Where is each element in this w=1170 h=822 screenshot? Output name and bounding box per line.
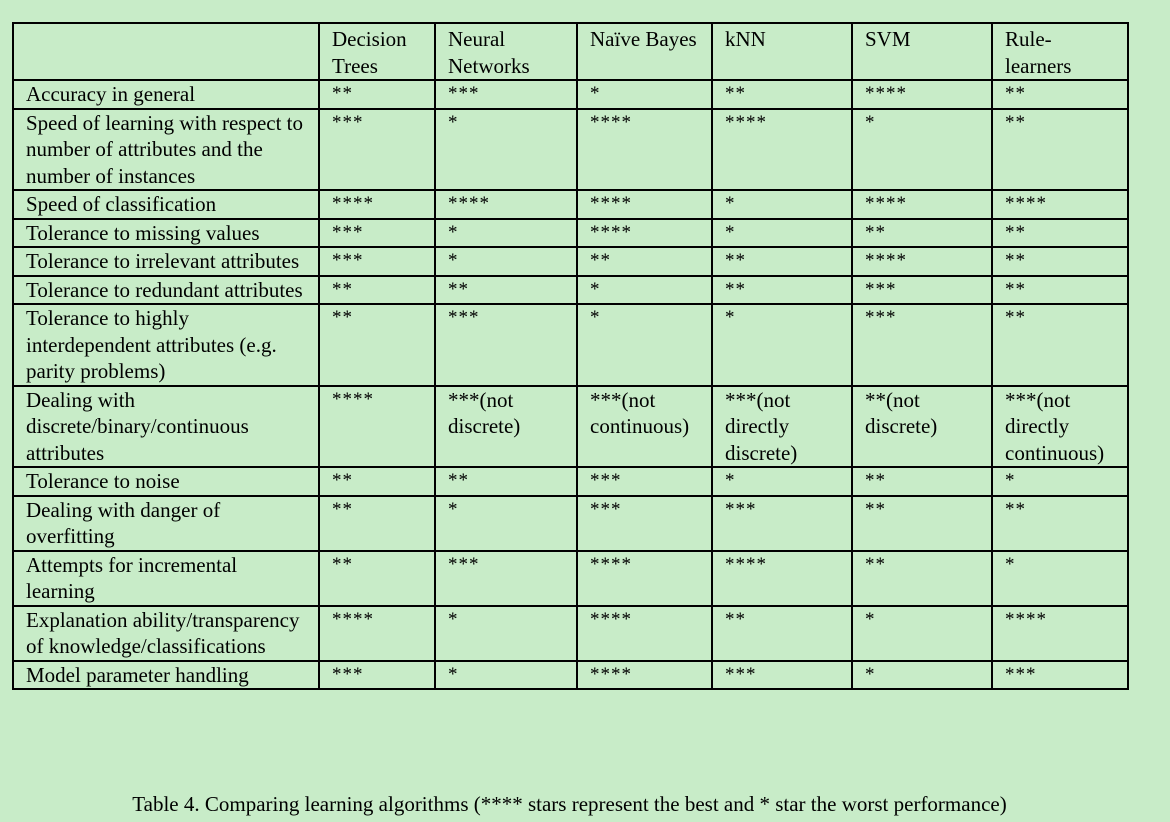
- header-cell-naive-bayes: Naïve Bayes: [577, 23, 712, 80]
- table-row: [13, 109, 1128, 191]
- rating-cell: ****: [577, 661, 712, 690]
- rating-cell: **: [992, 276, 1128, 305]
- rating-cell: ****: [577, 606, 712, 661]
- rating-cell: **: [852, 467, 992, 496]
- criterion-cell: Model parameter handling: [13, 661, 319, 690]
- rating-cell: ****: [319, 190, 435, 219]
- rating-cell: **: [992, 219, 1128, 248]
- rating-cell: ****: [852, 247, 992, 276]
- rating-cell: ***(not directly discrete): [712, 386, 852, 468]
- rating-cell: ***: [712, 661, 852, 690]
- rating-cell: **: [712, 276, 852, 305]
- rating-cell: **: [852, 219, 992, 248]
- rating-cell: *: [577, 80, 712, 109]
- table-row: [13, 219, 1128, 248]
- rating-cell: *: [435, 496, 577, 551]
- criterion-cell: Tolerance to missing values: [13, 219, 319, 248]
- rating-cell: ****: [852, 190, 992, 219]
- rating-cell: ***: [712, 496, 852, 551]
- rating-cell: **: [319, 80, 435, 109]
- rating-cell: **: [712, 247, 852, 276]
- rating-cell: **: [992, 496, 1128, 551]
- header-row: [13, 23, 1128, 80]
- rating-cell: ****: [319, 606, 435, 661]
- rating-cell: ****: [577, 551, 712, 606]
- criterion-cell: Tolerance to highly interdependent attributes (e.g. parity problems): [13, 304, 319, 386]
- criterion-cell: Explanation ability/transparency of knowledge/classifications: [13, 606, 319, 661]
- rating-cell: *: [992, 467, 1128, 496]
- rating-cell: ***: [435, 304, 577, 386]
- rating-cell: **: [319, 551, 435, 606]
- rating-cell: ***(not discrete): [435, 386, 577, 468]
- rating-cell: *: [852, 606, 992, 661]
- rating-cell: ***: [577, 467, 712, 496]
- rating-cell: **: [319, 304, 435, 386]
- rating-cell: *: [712, 467, 852, 496]
- rating-cell: **: [319, 496, 435, 551]
- table-row: [13, 80, 1128, 109]
- rating-cell: *: [435, 109, 577, 191]
- header-cell-criterion: [13, 23, 319, 80]
- rating-cell: *: [577, 304, 712, 386]
- rating-cell: **: [992, 304, 1128, 386]
- rating-cell: ****: [577, 219, 712, 248]
- rating-cell: **: [852, 551, 992, 606]
- rating-cell: ***: [319, 219, 435, 248]
- rating-cell: ***: [992, 661, 1128, 690]
- rating-cell: ***: [435, 551, 577, 606]
- rating-cell: *: [852, 109, 992, 191]
- criterion-cell: Attempts for incremental learning: [13, 551, 319, 606]
- table-row: [13, 551, 1128, 606]
- rating-cell: ****: [992, 606, 1128, 661]
- rating-cell: *: [712, 219, 852, 248]
- table-row: [13, 386, 1128, 468]
- rating-cell: ****: [712, 551, 852, 606]
- rating-cell: ***(not continuous): [577, 386, 712, 468]
- criterion-cell: Dealing with danger of overfitting: [13, 496, 319, 551]
- rating-cell: *: [712, 304, 852, 386]
- rating-cell: *: [712, 190, 852, 219]
- rating-cell: *: [435, 661, 577, 690]
- table-row: [13, 276, 1128, 305]
- criterion-cell: Speed of classification: [13, 190, 319, 219]
- rating-cell: **: [992, 109, 1128, 191]
- comparison-table: [12, 22, 1129, 690]
- rating-cell: **(not discrete): [852, 386, 992, 468]
- table-row: [13, 190, 1128, 219]
- rating-cell: **: [435, 276, 577, 305]
- rating-cell: **: [992, 80, 1128, 109]
- header-cell-knn: kNN: [712, 23, 852, 80]
- rating-cell: ****: [712, 109, 852, 191]
- rating-cell: ***: [319, 109, 435, 191]
- table-row: [13, 606, 1128, 661]
- rating-cell: *: [852, 661, 992, 690]
- comparison-table-container: [12, 22, 1129, 690]
- rating-cell: ****: [319, 386, 435, 468]
- criterion-cell: Tolerance to noise: [13, 467, 319, 496]
- rating-cell: *: [435, 247, 577, 276]
- header-cell-rule-learners: Rule-learners: [992, 23, 1128, 80]
- rating-cell: *: [577, 276, 712, 305]
- criterion-cell: Tolerance to redundant attributes: [13, 276, 319, 305]
- rating-cell: ***: [852, 304, 992, 386]
- rating-cell: *: [992, 551, 1128, 606]
- rating-cell: *: [435, 219, 577, 248]
- rating-cell: **: [319, 467, 435, 496]
- rating-cell: ****: [852, 80, 992, 109]
- rating-cell: ****: [577, 109, 712, 191]
- rating-cell: **: [435, 467, 577, 496]
- rating-cell: ***: [319, 661, 435, 690]
- rating-cell: **: [712, 80, 852, 109]
- table-row: [13, 467, 1128, 496]
- rating-cell: ****: [992, 190, 1128, 219]
- rating-cell: *: [435, 606, 577, 661]
- rating-cell: ***: [852, 276, 992, 305]
- criterion-cell: Tolerance to irrelevant attributes: [13, 247, 319, 276]
- rating-cell: **: [992, 247, 1128, 276]
- rating-cell: **: [577, 247, 712, 276]
- header-cell-neural-networks: Neural Networks: [435, 23, 577, 80]
- rating-cell: **: [319, 276, 435, 305]
- rating-cell: ***: [319, 247, 435, 276]
- rating-cell: ***: [435, 80, 577, 109]
- table-row: [13, 496, 1128, 551]
- table-row: [13, 247, 1128, 276]
- header-cell-svm: SVM: [852, 23, 992, 80]
- table-body: [13, 80, 1128, 689]
- criterion-cell: Accuracy in general: [13, 80, 319, 109]
- rating-cell: ****: [435, 190, 577, 219]
- criterion-cell: Speed of learning with respect to number of attributes and the number of instances: [13, 109, 319, 191]
- table-caption: Table 4. Comparing learning algorithms (**** stars represent the best and * star the worst performance): [132, 792, 1007, 816]
- criterion-cell: Dealing with discrete/binary/continuous attributes: [13, 386, 319, 468]
- rating-cell: **: [852, 496, 992, 551]
- rating-cell: ****: [577, 190, 712, 219]
- rating-cell: ***(not directly continuous): [992, 386, 1128, 468]
- table-row: [13, 661, 1128, 690]
- header-cell-decision-trees: Decision Trees: [319, 23, 435, 80]
- rating-cell: ***: [577, 496, 712, 551]
- table-row: [13, 304, 1128, 386]
- rating-cell: **: [712, 606, 852, 661]
